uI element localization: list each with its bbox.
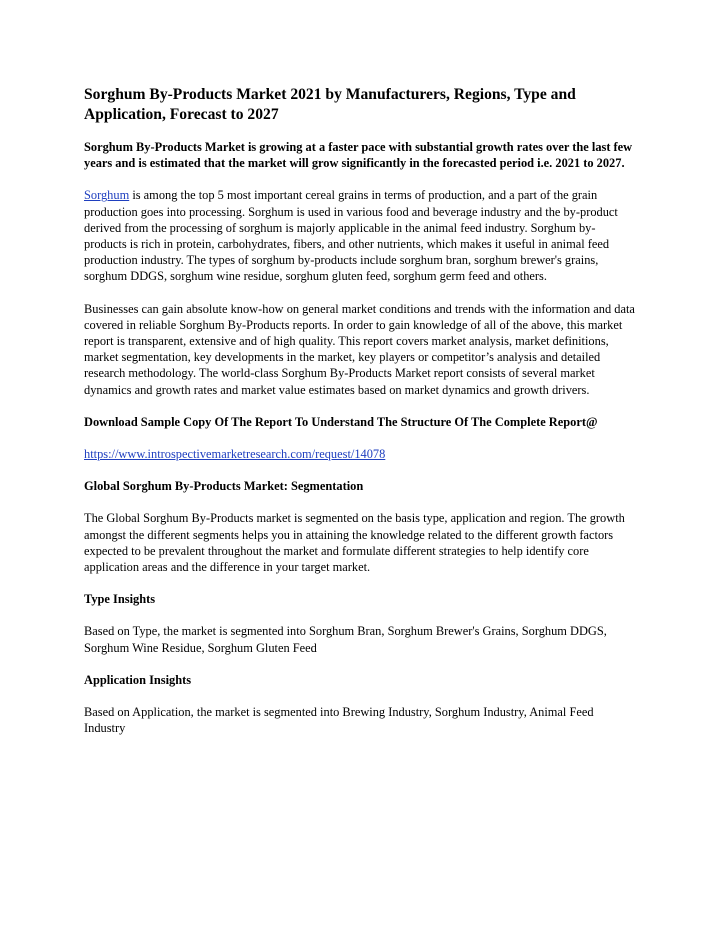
intro-paragraph bbox=[84, 187, 636, 284]
request-link-paragraph bbox=[84, 446, 636, 462]
segmentation-paragraph: The Global Sorghum By-Products market is segmented on the basis type, application and region. The growth amongst the different segments helps you in attaining the knowledge related to the different growth factors expected to be prevalent throughout the market and formulate different strategies to help identify core application areas and the difference in your target market. bbox=[84, 511, 625, 575]
lead-paragraph: Sorghum By-Products Market is growing at a faster pace with substantial growth rates over the last few years and is estimated that the market will grow significantly in the forecasted period i.e. 2021 to 2027. bbox=[84, 140, 633, 171]
download-cta: Download Sample Copy Of The Report To Understand The Structure Of The Complete Report@ bbox=[84, 414, 598, 429]
intro-text: is among the top 5 most important cereal grains in terms of production, and a part of the grain production goes into processing. Sorghum is used in various food and beverage industry and the by-product derived from the processing of sorghum is majorly applicable in the animal feed industry. Sorghum by-products is rich in protein, carbohydrates, fibers, and other nutrients, which makes it useful in animal feed production industry. The types of sorghum by-products include sorghum bran, sorghum brewer's grains, sorghum DDGS, sorghum wine residue, sorghum gluten feed, sorghum germ feed and others. bbox=[84, 188, 618, 284]
application-insights-heading: Application Insights bbox=[84, 672, 192, 687]
type-insights-heading: Type Insights bbox=[84, 592, 156, 607]
segmentation-heading: Global Sorghum By-Products Market: Segmentation bbox=[84, 479, 364, 494]
document-page bbox=[84, 85, 636, 752]
application-insights-paragraph: Based on Application, the market is segmented into Brewing Industry, Sorghum Industry, Animal Feed Industry bbox=[84, 705, 594, 736]
businesses-paragraph: Businesses can gain absolute know-how on general market conditions and trends with the information and data covered in reliable Sorghum By-Products reports. In order to gain knowledge of all of the above, this market report is transparent, extensive and of high quality. This report covers market analysis, market definitions, market segmentation, key developments in the market, key players or competitor’s analysis and detailed research methodology. The world-class Sorghum By-Products Market report consists of several market dynamics and growth rates and market value estimates based on market dynamics and growth drivers. bbox=[84, 301, 635, 397]
sorghum-link[interactable]: Sorghum bbox=[84, 188, 130, 203]
document-title: Sorghum By-Products Market 2021 by Manufacturers, Regions, Type and Application, Forecast to 2027 bbox=[84, 86, 576, 123]
type-insights-paragraph: Based on Type, the market is segmented into Sorghum Bran, Sorghum Brewer's Grains, Sorghum DDGS, Sorghum Wine Residue, Sorghum Gluten Feed bbox=[84, 624, 607, 655]
request-url-link[interactable]: https://www.introspectivemarketresearch.com/request/14078 bbox=[84, 447, 386, 462]
